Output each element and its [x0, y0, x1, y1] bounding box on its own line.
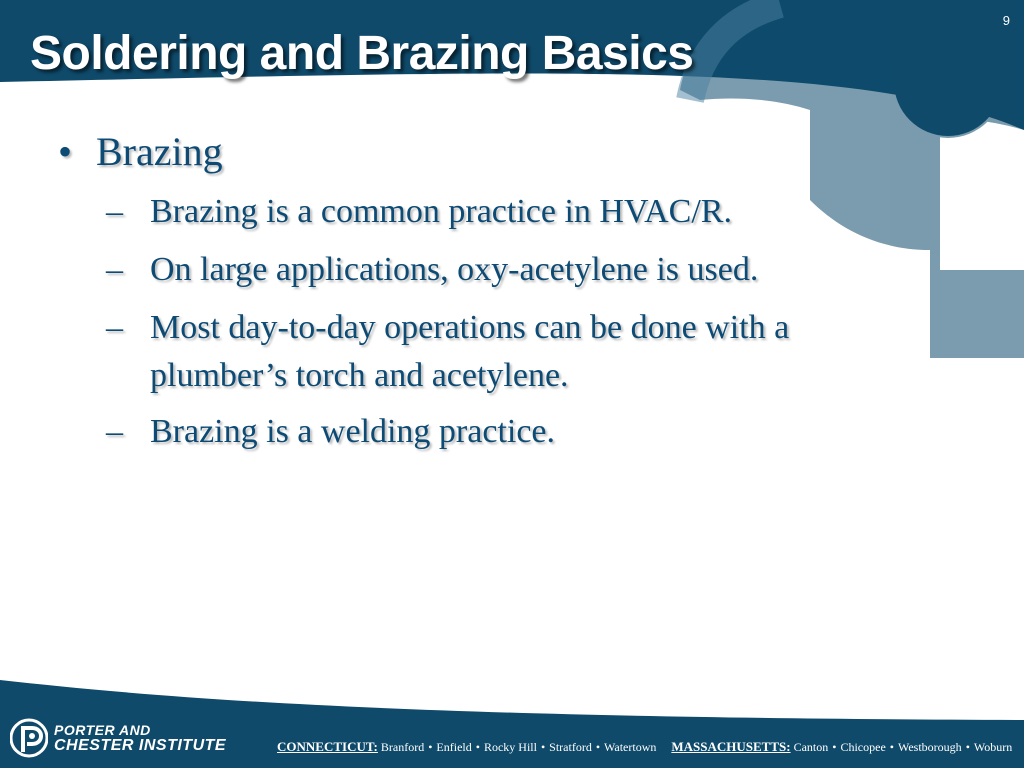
ct-location: Watertown [604, 740, 657, 754]
ma-location: Westborough [897, 740, 962, 754]
sub-bullet-text: Brazing is a welding practice. [150, 413, 556, 450]
sub-bullet-text: Most day-to-day operations can be done with a plumber’s torch and acetylene. [150, 309, 790, 394]
massachusetts-label: MASSACHUSETTS: [671, 739, 791, 754]
ct-location: Enfield [436, 740, 472, 754]
slide-title: Soldering and Brazing Basics [30, 27, 694, 80]
sub-bullet-marker: – [106, 309, 123, 346]
footer-locations [277, 739, 1012, 755]
ma-location: Chicopee [840, 740, 886, 754]
connecticut-label: CONNECTICUT: [277, 739, 378, 754]
sub-bullet [106, 246, 926, 294]
ct-location: Stratford [549, 740, 592, 754]
separator: • [889, 740, 894, 754]
logo-wordmark [54, 722, 226, 754]
logo-line1: PORTER AND [54, 722, 151, 738]
porter-chester-logo-icon [10, 718, 48, 758]
separator: • [540, 740, 546, 754]
ct-location: Rocky Hill [483, 740, 537, 754]
sub-bullet-marker: – [106, 413, 123, 450]
separator: • [965, 740, 970, 754]
bullet-marker: • [58, 129, 73, 174]
separator: • [595, 740, 601, 754]
ct-location: Branford [380, 740, 425, 754]
separator: • [475, 740, 480, 754]
bullet-text: Brazing [96, 129, 223, 174]
ma-location: Canton [793, 740, 829, 754]
sub-bullet-text: Brazing is a common practice in HVAC/R. [150, 193, 732, 230]
sub-bullet [106, 408, 926, 456]
ma-location: Woburn [973, 740, 1013, 754]
sub-bullet-marker: – [106, 251, 123, 288]
separator: • [428, 740, 433, 754]
slide-number: 9 [1002, 13, 1010, 28]
separator: • [832, 740, 837, 754]
logo-line2: CHESTER INSTITUTE [54, 737, 227, 754]
sub-bullet-text: On large applications, oxy-acetylene is used. [150, 251, 759, 288]
sub-bullet-marker: – [106, 193, 123, 230]
sub-bullet [106, 188, 926, 236]
bullet-level1 [58, 126, 223, 178]
sub-bullet [106, 304, 926, 400]
watermark-dot [894, 28, 1002, 136]
